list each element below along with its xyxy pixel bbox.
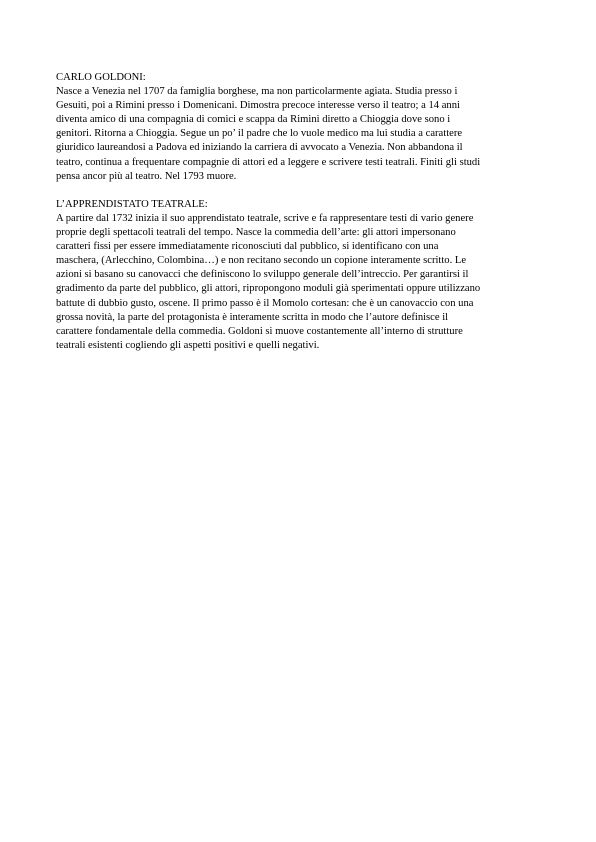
paragraph-line: teatro, continua a frequentare compagnie di attori ed a leggere e scrivere testi teatrali. Finiti gli studi xyxy=(56,156,481,168)
paragraph-line: giuridico laureandosi a Padova ed iniziando la carriera di avvocato a Venezia. Non abbandona il xyxy=(56,142,463,154)
paragraph-line: gradimento da parte del pubblico, gli attori, ripropongono moduli già sperimentati oppure utilizzano xyxy=(56,283,481,295)
section-heading: CARLO GOLDONI: xyxy=(56,72,146,83)
paragraph-line: azioni si basano su canovacci che definiscono lo sviluppo generale dell’intreccio. Per garantirsi il xyxy=(56,269,469,281)
paragraph-line: maschera, (Arlecchino, Colombina…) e non recitano secondo un copione interamente scritto. Le xyxy=(56,255,467,267)
paragraph-line: teatrali esistenti cogliendo gli aspetti positivi e quelli negativi. xyxy=(56,339,320,351)
paragraph-line: carattere fondamentale della commedia. Goldoni si muove costantemente all’interno di strutture xyxy=(56,325,463,337)
paragraph-line: Gesuiti, poi a Rimini presso i Domenicani. Dimostra precoce interesse verso il teatro; a 14 anni xyxy=(56,100,460,112)
paragraph-line: battute di dubbio gusto, oscene. Il primo passo è il Momolo cortesan: che è un canovaccio con una xyxy=(56,297,474,309)
paragraph-line: caratteri fissi per essere immediatamente riconosciuti dal pubblico, si identificano con una xyxy=(56,241,439,253)
paragraph-line: grossa novità, la parte del protagonista è interamente scritta in modo che l’autore definisce il xyxy=(56,311,449,323)
section-carlo-goldoni xyxy=(56,71,546,184)
paragraph-line: A partire dal 1732 inizia il suo apprendistato teatrale, scrive e fa rappresentare testi di vario genere xyxy=(56,212,474,224)
paragraph-line: diventa amico di una compagnia di comici e scappa da Rimini diretto a Chioggia dove sono i xyxy=(56,114,451,126)
section-apprendistato-teatrale xyxy=(56,198,546,353)
paragraph-line: Nasce a Venezia nel 1707 da famiglia borghese, ma non particolarmente agiata. Studia presso i xyxy=(56,86,458,98)
section-heading: L’APPRENDISTATO TEATRALE: xyxy=(56,198,208,210)
document-body xyxy=(56,71,546,367)
paragraph-line: pensa ancor più al teatro. Nel 1793 muore. xyxy=(56,170,237,182)
paragraph-line: proprie degli spettacoli teatrali del tempo. Nasce la commedia dell’arte: gli attori impersonano xyxy=(56,227,456,239)
paragraph-line: genitori. Ritorna a Chioggia. Segue un po’ il padre che lo vuole medico ma lui studia a carattere xyxy=(56,128,463,140)
